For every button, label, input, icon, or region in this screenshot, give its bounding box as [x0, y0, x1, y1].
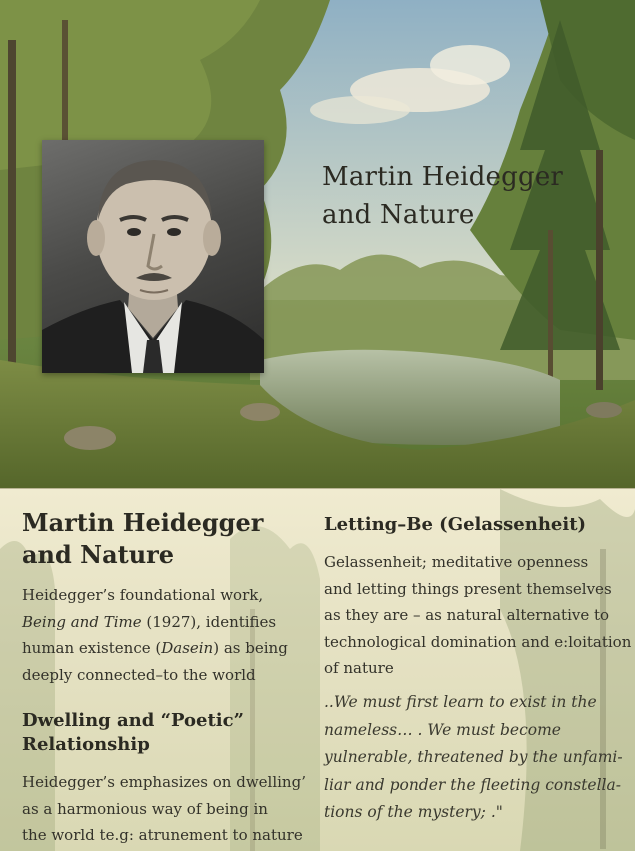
- hero-title-line2: and Nature: [322, 200, 475, 230]
- portrait-photo: [42, 140, 264, 373]
- dwelling-heading-line1: Dwelling and “Poetic”: [22, 710, 244, 731]
- hero-title-line1: Martin Heidegger: [322, 162, 564, 192]
- dwelling-heading: [22, 709, 244, 757]
- dwelling-line-2: as a harmonious way of being in: [22, 799, 268, 818]
- quote-line-2: nameless… . We must become: [324, 720, 561, 739]
- quote-line-1: ..We must first learn to exist in the: [324, 693, 597, 711]
- gelassenheit-heading: Letting–Be (Gelassenheit): [324, 514, 587, 535]
- content-panel: [0, 488, 635, 851]
- book-title: Being and Time: [22, 612, 142, 631]
- intro-line-3: [22, 635, 288, 662]
- gelassenheit-line-5: of nature: [324, 659, 394, 677]
- intro-line-3-pre: human existence (: [22, 639, 162, 657]
- intro-line-4: deeply connected–to the world: [22, 665, 256, 684]
- section-title-line2: and Nature: [22, 540, 175, 569]
- section-title: [22, 507, 302, 571]
- gelassenheit-line-1: Gelassenheit; meditative openness: [324, 553, 589, 571]
- dwelling-line-3: the world te.g: atrunement to nature: [22, 826, 303, 844]
- gelassenheit-line-3: as they are – as natural alternative to: [324, 606, 610, 624]
- intro-line-3-post: ) as being: [213, 639, 288, 657]
- portrait-figure: [42, 140, 264, 373]
- intro-line-2: [22, 609, 288, 636]
- dwelling-heading-line2: Relationship: [22, 734, 150, 755]
- intro-line-2-rest: (1927), identifies: [141, 612, 277, 631]
- dwelling-line-1: Heidegger’s emphasizes on dwelling’: [22, 773, 306, 791]
- gelassenheit-paragraph: [324, 549, 631, 682]
- gelassenheit-line-2: and letting things present themselves: [324, 579, 612, 598]
- hero-title: [322, 158, 622, 234]
- heidegger-quote: [324, 689, 623, 827]
- quote-line-4: liar and ponder the fleeting constella-: [324, 775, 621, 794]
- section-title-line1: Martin Heidegger: [22, 508, 264, 537]
- quote-line-3: yulnerable, threatened by the unfami-: [324, 748, 623, 766]
- dwelling-paragraph: [22, 769, 306, 849]
- intro-paragraph: [22, 582, 288, 688]
- gelassenheit-line-4: technological domination and e:loitation: [324, 632, 632, 651]
- quote-line-5: tions of the mystery; .": [324, 803, 503, 821]
- intro-line-1: Heidegger’s foundational work,: [22, 586, 264, 604]
- dasein-term: Dasein: [161, 639, 214, 657]
